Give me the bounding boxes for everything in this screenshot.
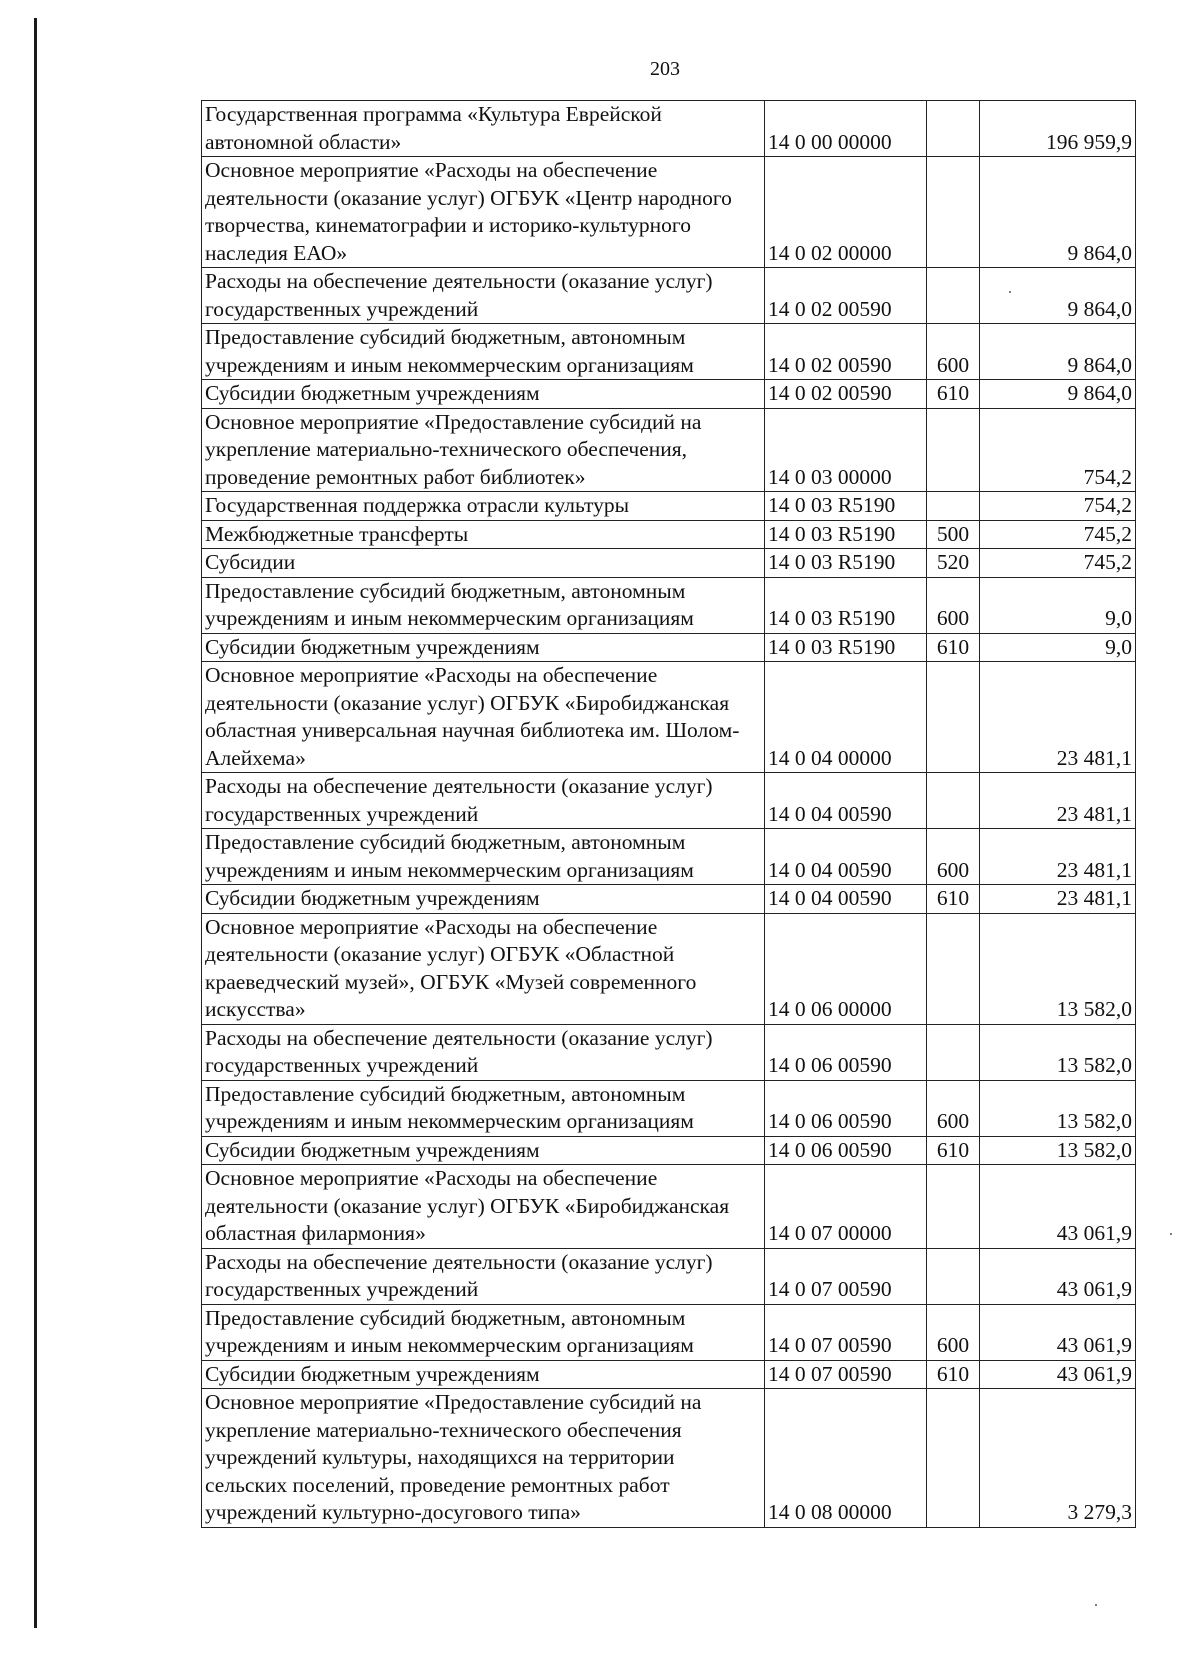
row-amount-cell: 754,2 — [980, 408, 1136, 492]
row-amount-cell: 9 864,0 — [980, 157, 1136, 268]
row-expense-type-cell — [927, 773, 980, 829]
row-expense-type-cell — [927, 913, 980, 1024]
table-row — [202, 380, 1136, 409]
row-expense-type-cell — [927, 101, 980, 157]
binding-edge-line — [34, 18, 37, 1628]
table-row — [202, 492, 1136, 521]
row-code-cell: 14 0 03 R5190 — [765, 577, 927, 633]
row-expense-type-cell — [927, 1165, 980, 1249]
row-code-cell: 14 0 06 00000 — [765, 913, 927, 1024]
row-expense-type-cell: 610 — [927, 380, 980, 409]
row-name-cell: Субсидии бюджетным учреждениям — [202, 633, 765, 662]
table-row — [202, 520, 1136, 549]
table-row — [202, 633, 1136, 662]
row-expense-type-cell — [927, 268, 980, 324]
row-amount-cell: 3 279,3 — [980, 1389, 1136, 1528]
row-name-cell: Основное мероприятие «Предоставление субсидий на укрепление материально-технического обеспечения, проведение ремонтных работ библиотек» — [202, 408, 765, 492]
row-code-cell: 14 0 03 R5190 — [765, 549, 927, 578]
row-code-cell: 14 0 06 00590 — [765, 1080, 927, 1136]
scan-speck — [1009, 291, 1011, 293]
row-name-cell: Основное мероприятие «Предоставление субсидий на укрепление материально-технического обеспечения учреждений культуры, находящихся на территории сельских поселений, проведение ремонтных работ учреждений культурно-досугового типа» — [202, 1389, 765, 1528]
row-expense-type-cell: 610 — [927, 633, 980, 662]
row-amount-cell: 13 582,0 — [980, 1080, 1136, 1136]
table-row — [202, 408, 1136, 492]
row-expense-type-cell: 600 — [927, 829, 980, 885]
table-row — [202, 101, 1136, 157]
row-code-cell: 14 0 02 00000 — [765, 157, 927, 268]
row-name-cell: Предоставление субсидий бюджетным, автономным учреждениям и иным некоммерческим организациям — [202, 1080, 765, 1136]
row-expense-type-cell — [927, 157, 980, 268]
row-amount-cell: 9 864,0 — [980, 380, 1136, 409]
row-expense-type-cell — [927, 1248, 980, 1304]
row-expense-type-cell: 500 — [927, 520, 980, 549]
row-expense-type-cell: 600 — [927, 577, 980, 633]
row-name-cell: Субсидии бюджетным учреждениям — [202, 1136, 765, 1165]
row-code-cell: 14 0 07 00590 — [765, 1304, 927, 1360]
row-amount-cell: 43 061,9 — [980, 1165, 1136, 1249]
budget-table-body — [202, 101, 1136, 1528]
row-amount-cell: 43 061,9 — [980, 1248, 1136, 1304]
row-code-cell: 14 0 08 00000 — [765, 1389, 927, 1528]
table-row — [202, 1304, 1136, 1360]
row-amount-cell: 13 582,0 — [980, 1136, 1136, 1165]
row-name-cell: Межбюджетные трансферты — [202, 520, 765, 549]
row-expense-type-cell: 600 — [927, 1304, 980, 1360]
row-code-cell: 14 0 07 00590 — [765, 1360, 927, 1389]
row-expense-type-cell: 610 — [927, 1360, 980, 1389]
table-row — [202, 662, 1136, 773]
row-code-cell: 14 0 06 00590 — [765, 1024, 927, 1080]
row-code-cell: 14 0 04 00590 — [765, 885, 927, 914]
row-amount-cell: 13 582,0 — [980, 1024, 1136, 1080]
row-expense-type-cell: 600 — [927, 1080, 980, 1136]
row-name-cell: Расходы на обеспечение деятельности (оказание услуг) государственных учреждений — [202, 1024, 765, 1080]
row-name-cell: Государственная поддержка отрасли культуры — [202, 492, 765, 521]
table-row — [202, 1360, 1136, 1389]
row-expense-type-cell: 610 — [927, 1136, 980, 1165]
row-amount-cell: 9,0 — [980, 577, 1136, 633]
scan-speck — [1095, 1604, 1097, 1606]
row-code-cell: 14 0 03 R5190 — [765, 520, 927, 549]
row-name-cell: Государственная программа «Культура Еврейской автономной области» — [202, 101, 765, 157]
row-expense-type-cell — [927, 1024, 980, 1080]
row-code-cell: 14 0 03 R5190 — [765, 633, 927, 662]
budget-table — [201, 100, 1136, 1528]
row-name-cell: Расходы на обеспечение деятельности (оказание услуг) государственных учреждений — [202, 1248, 765, 1304]
table-row — [202, 1248, 1136, 1304]
row-amount-cell: 196 959,9 — [980, 101, 1136, 157]
row-name-cell: Предоставление субсидий бюджетным, автономным учреждениям и иным некоммерческим организациям — [202, 577, 765, 633]
row-name-cell: Основное мероприятие «Расходы на обеспечение деятельности (оказание услуг) ОГБУК «Областной краеведческий музей», ОГБУК «Музей современного искусства» — [202, 913, 765, 1024]
row-amount-cell: 9 864,0 — [980, 268, 1136, 324]
row-expense-type-cell — [927, 408, 980, 492]
row-code-cell: 14 0 02 00590 — [765, 380, 927, 409]
row-code-cell: 14 0 04 00590 — [765, 773, 927, 829]
row-name-cell: Предоставление субсидий бюджетным, автономным учреждениям и иным некоммерческим организациям — [202, 324, 765, 380]
row-expense-type-cell — [927, 1389, 980, 1528]
table-row — [202, 268, 1136, 324]
row-amount-cell: 43 061,9 — [980, 1360, 1136, 1389]
row-name-cell: Субсидии бюджетным учреждениям — [202, 1360, 765, 1389]
row-name-cell: Субсидии бюджетным учреждениям — [202, 380, 765, 409]
table-row — [202, 913, 1136, 1024]
table-row — [202, 885, 1136, 914]
row-code-cell: 14 0 03 R5190 — [765, 492, 927, 521]
table-row — [202, 1080, 1136, 1136]
row-amount-cell: 13 582,0 — [980, 913, 1136, 1024]
row-name-cell: Предоставление субсидий бюджетным, автономным учреждениям и иным некоммерческим организациям — [202, 1304, 765, 1360]
row-name-cell: Расходы на обеспечение деятельности (оказание услуг) государственных учреждений — [202, 773, 765, 829]
row-code-cell: 14 0 00 00000 — [765, 101, 927, 157]
row-code-cell: 14 0 07 00590 — [765, 1248, 927, 1304]
row-expense-type-cell: 600 — [927, 324, 980, 380]
scan-speck — [1170, 1233, 1172, 1235]
row-name-cell: Основное мероприятие «Расходы на обеспечение деятельности (оказание услуг) ОГБУК «Центр народного творчества, кинематографии и историко-культурного наследия ЕАО» — [202, 157, 765, 268]
row-amount-cell: 9,0 — [980, 633, 1136, 662]
table-row — [202, 324, 1136, 380]
row-amount-cell: 745,2 — [980, 520, 1136, 549]
row-code-cell: 14 0 03 00000 — [765, 408, 927, 492]
row-expense-type-cell: 610 — [927, 885, 980, 914]
row-code-cell: 14 0 02 00590 — [765, 324, 927, 380]
row-name-cell: Основное мероприятие «Расходы на обеспечение деятельности (оказание услуг) ОГБУК «Биробиджанская областная филармония» — [202, 1165, 765, 1249]
row-amount-cell: 23 481,1 — [980, 885, 1136, 914]
table-row — [202, 1389, 1136, 1528]
row-amount-cell: 23 481,1 — [980, 773, 1136, 829]
row-code-cell: 14 0 07 00000 — [765, 1165, 927, 1249]
row-amount-cell: 23 481,1 — [980, 829, 1136, 885]
row-name-cell: Основное мероприятие «Расходы на обеспечение деятельности (оказание услуг) ОГБУК «Биробиджанская областная универсальная научная библиотека им. Шолом-Алейхема» — [202, 662, 765, 773]
table-row — [202, 1136, 1136, 1165]
row-expense-type-cell — [927, 662, 980, 773]
table-row — [202, 549, 1136, 578]
row-amount-cell: 9 864,0 — [980, 324, 1136, 380]
row-name-cell: Субсидии — [202, 549, 765, 578]
row-amount-cell: 43 061,9 — [980, 1304, 1136, 1360]
row-expense-type-cell: 520 — [927, 549, 980, 578]
table-row — [202, 1024, 1136, 1080]
table-row — [202, 773, 1136, 829]
row-code-cell: 14 0 04 00000 — [765, 662, 927, 773]
row-code-cell: 14 0 02 00590 — [765, 268, 927, 324]
page-number: 203 — [650, 58, 680, 80]
table-row — [202, 829, 1136, 885]
table-row — [202, 577, 1136, 633]
row-expense-type-cell — [927, 492, 980, 521]
table-row — [202, 157, 1136, 268]
table-row — [202, 1165, 1136, 1249]
row-code-cell: 14 0 04 00590 — [765, 829, 927, 885]
row-name-cell: Субсидии бюджетным учреждениям — [202, 885, 765, 914]
row-amount-cell: 754,2 — [980, 492, 1136, 521]
row-name-cell: Предоставление субсидий бюджетным, автономным учреждениям и иным некоммерческим организациям — [202, 829, 765, 885]
row-name-cell: Расходы на обеспечение деятельности (оказание услуг) государственных учреждений — [202, 268, 765, 324]
row-amount-cell: 23 481,1 — [980, 662, 1136, 773]
row-code-cell: 14 0 06 00590 — [765, 1136, 927, 1165]
row-amount-cell: 745,2 — [980, 549, 1136, 578]
